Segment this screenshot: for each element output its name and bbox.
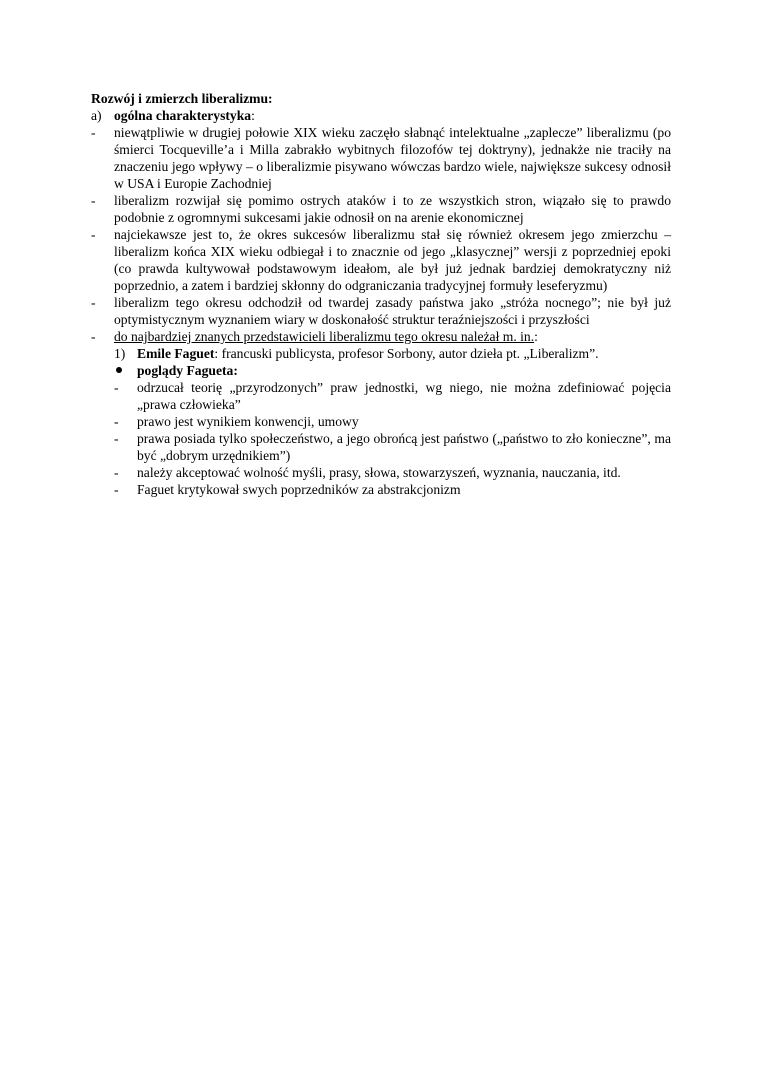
view-text: prawa posiada tylko społeczeństwo, a jego obrońcą jest państwo („państwo to zło konieczne”, ma być „dobrym urzędnikiem”) bbox=[137, 431, 671, 463]
list-item bbox=[114, 413, 671, 430]
view-text: odrzucał teorię „przyrodzonych” praw jednostki, wg niego, nie można zdefiniować pojęcia „prawa człowieka” bbox=[137, 380, 671, 412]
list-item bbox=[114, 430, 671, 464]
faguet-entry bbox=[114, 345, 671, 362]
list-item bbox=[91, 328, 671, 345]
dash-marker: - bbox=[114, 431, 119, 446]
list-item bbox=[114, 464, 671, 481]
section-a-heading bbox=[91, 107, 671, 124]
dash-marker: - bbox=[91, 295, 96, 310]
dash-marker: - bbox=[91, 227, 96, 242]
dash-marker: - bbox=[91, 329, 96, 344]
document-body bbox=[91, 90, 671, 498]
dash-marker: - bbox=[114, 465, 119, 480]
representatives-intro: do najbardziej znanych przedstawicieli liberalizmu tego okresu należał m. in. bbox=[114, 329, 535, 344]
dash-marker: - bbox=[91, 193, 96, 208]
dash-marker: - bbox=[91, 125, 96, 140]
document-title: Rozwój i zmierzch liberalizmu: bbox=[91, 91, 273, 106]
view-text: Faguet krytykował swych poprzedników za abstrakcjonizm bbox=[137, 482, 461, 497]
list-item bbox=[91, 124, 671, 192]
point-text: liberalizm rozwijał się pomimo ostrych ataków i to ze wszystkich stron, wiązało się to prawdo podobnie z ogromnymi sukcesami jakie odnosił on na arenie ekonomicznej bbox=[114, 193, 671, 225]
faguet-name: Emile Faguet bbox=[137, 346, 215, 361]
section-a-label: ogólna charakterystyka bbox=[114, 108, 252, 123]
views-colon: : bbox=[233, 363, 238, 378]
view-text: należy akceptować wolność myśli, prasy, słowa, stowarzyszeń, wyznania, nauczania, itd. bbox=[137, 465, 621, 480]
point-text: najciekawsze jest to, że okres sukcesów liberalizmu stał się również okresem jego zmierzchu – liberalizm końca XIX wieku odbiegał i to znacznie od jego „klasycznej” wersji z poprzedniej epoki (co prawda kultywował podstawowym ideałom, ale był już jednak bardziej demokratyczny niż poprzednio, a zatem i bardziej skłonny do odgraniczania tradycyjnej formuły leseferyzmu) bbox=[114, 227, 671, 293]
section-a-colon: : bbox=[251, 108, 255, 123]
point-text: niewątpliwie w drugiej połowie XIX wieku zaczęło słabnąć intelektualne „zaplecze” liberalizmu (po śmierci Tocqueville’a i Milla zabrakło wybitnych filozofów tej doktryny), jednakże nie traciły na znaczeniu jego wpływy – o liberalizmie pisywano wówczas bardzo wiele, największe sukcesy odnosił w USA i Europie Zachodniej bbox=[114, 125, 671, 191]
list-item bbox=[91, 226, 671, 294]
list-item bbox=[114, 481, 671, 498]
representatives-colon: : bbox=[534, 329, 538, 344]
section-a-marker: a) bbox=[91, 108, 102, 123]
views-heading bbox=[114, 362, 671, 379]
views-label: poglądy Fagueta bbox=[137, 363, 234, 378]
dash-marker: - bbox=[114, 414, 119, 429]
dash-marker: - bbox=[114, 482, 119, 497]
faguet-marker: 1) bbox=[114, 346, 126, 361]
faguet-desc: : francuski publicysta, profesor Sorbony, autor dzieła pt. „Liberalizm”. bbox=[214, 346, 599, 361]
list-item bbox=[114, 379, 671, 413]
point-text: liberalizm tego okresu odchodził od twardej zasady państwa jako „stróża nocnego”; nie był już optymistycznym wyznaniem wiary w doskonałość struktur teraźniejszości i przyszłości bbox=[114, 295, 671, 327]
list-item bbox=[91, 192, 671, 226]
dash-marker: - bbox=[114, 380, 119, 395]
view-text: prawo jest wynikiem konwencji, umowy bbox=[137, 414, 359, 429]
list-item bbox=[91, 294, 671, 328]
bullet-icon bbox=[116, 367, 122, 373]
